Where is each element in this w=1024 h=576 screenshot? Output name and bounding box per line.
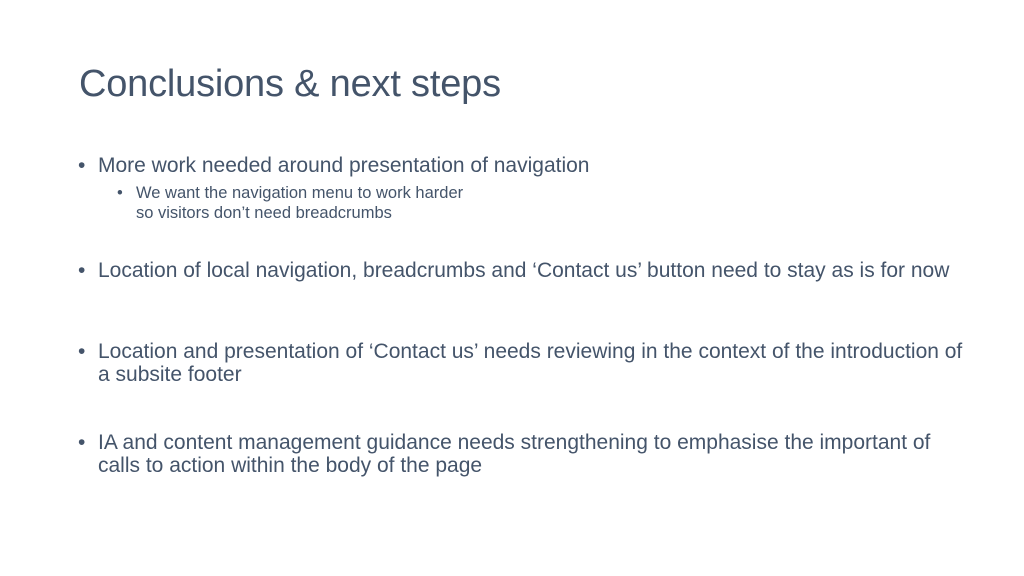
bullet-item [78,259,978,282]
sub-bullet-text [136,183,717,223]
bullet-text: IA and content management guidance needs strengthening to emphasise the important of calls to action within the body of the page [98,431,931,477]
bullet-text: Location and presentation of ‘Contact us’ needs reviewing in the context of the introduction of a subsite footer [98,340,963,386]
bullet-item [78,431,978,477]
bullet-item [78,154,978,177]
sub-bullet-dot-icon: • [117,184,123,202]
bullet-dot-icon: • [78,259,86,282]
bullet-dot-icon: • [78,154,86,177]
sub-bullet-item [117,183,717,223]
bullet-text: Location of local navigation, breadcrumbs and ‘Contact us’ button need to stay as is for now [98,259,950,282]
bullet-dot-icon: • [78,340,86,363]
bullet-text: More work needed around presentation of navigation [98,154,590,177]
sub-bullet-line-2: so visitors don’t need breadcrumbs [136,204,392,222]
bullet-item [78,340,978,386]
bullet-dot-icon: • [78,431,86,454]
slide-title: Conclusions & next steps [79,63,501,105]
sub-bullet-line-1: We want the navigation menu to work harder [136,184,464,202]
